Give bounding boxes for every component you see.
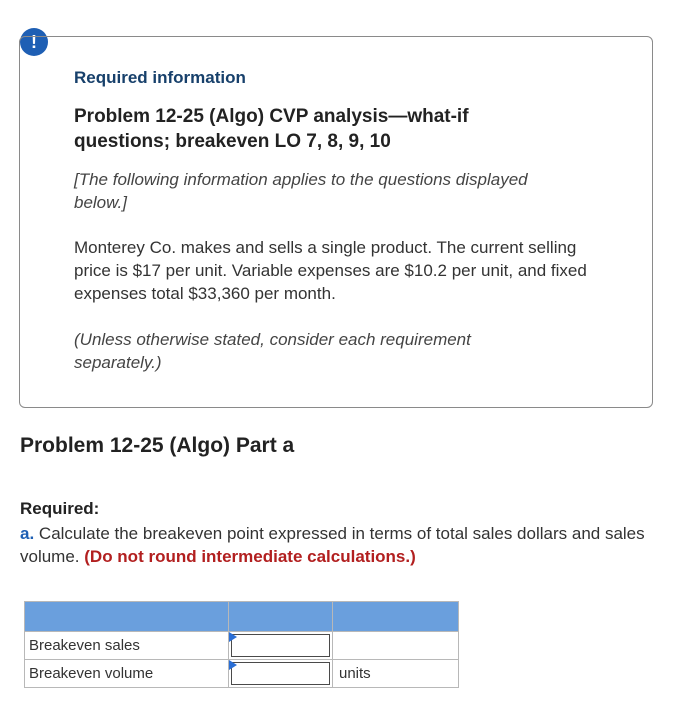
unless-note: (Unless otherwise stated, consider each requirement separately.) <box>74 330 471 372</box>
table-row <box>25 660 459 688</box>
rounding-note: (Do not round intermediate calculations.) <box>84 547 416 566</box>
breakeven-sales-input[interactable] <box>231 634 330 657</box>
part-heading: Problem 12-25 (Algo) Part a <box>20 434 295 457</box>
header-cell <box>333 602 459 632</box>
header-cell <box>25 602 229 632</box>
instruction-text: Calculate the breakeven point expressed in terms of total sales dollars and sales volume. <box>20 524 645 566</box>
answer-table <box>24 601 459 688</box>
row-label-breakeven-volume: Breakeven volume <box>25 660 229 688</box>
problem-title: Problem 12-25 (Algo) CVP analysis—what-if questions; breakeven LO 7, 8, 9, 10 <box>74 106 469 152</box>
applies-note: [The following information applies to the questions displayed below.] <box>74 170 528 212</box>
table-header-row <box>25 602 459 632</box>
required-label: Required: <box>20 499 100 518</box>
breakeven-volume-unit: units <box>333 660 459 688</box>
row-label-breakeven-sales: Breakeven sales <box>25 632 229 660</box>
info-heading: Required information <box>74 68 246 87</box>
table-row <box>25 632 459 660</box>
breakeven-volume-input[interactable] <box>231 662 330 685</box>
scenario-text: Monterey Co. makes and sells a single product. The current selling price is $17 per unit. Variable expenses are $10.2 per unit, and fixed expenses total $33,360 per month. <box>74 238 587 303</box>
breakeven-sales-cell <box>229 632 333 660</box>
breakeven-volume-cell <box>229 660 333 688</box>
breakeven-sales-unit <box>333 632 459 660</box>
header-cell <box>229 602 333 632</box>
alert-icon: ! <box>20 28 48 56</box>
requirement-text <box>20 522 660 568</box>
input-marker-icon <box>229 660 237 670</box>
input-marker-icon <box>229 632 237 642</box>
part-letter: a. <box>20 524 35 543</box>
